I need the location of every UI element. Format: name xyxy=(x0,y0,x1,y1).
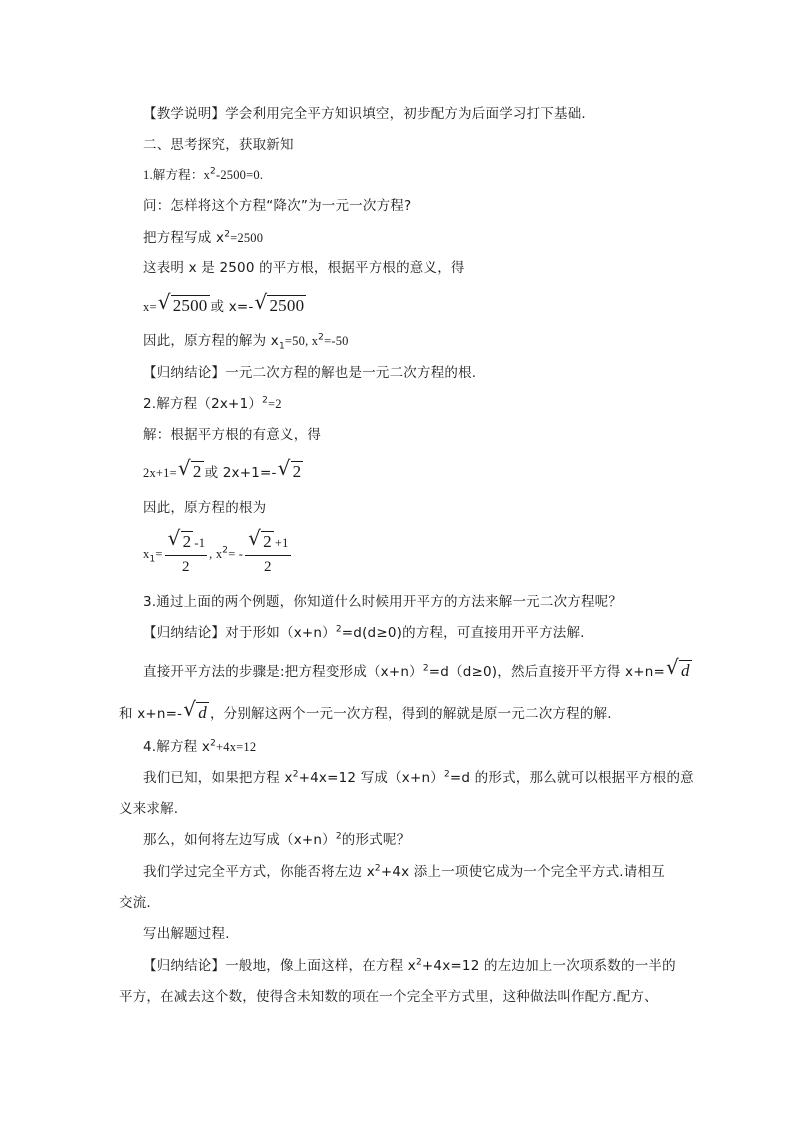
fraction-roots-line: $x_1=$ √ 2 -1 2 , $x^2=$ - √ 2 +1 2 xyxy=(143,530,293,578)
problem-1: 1.解方程：$x^2-2500=0$. xyxy=(143,166,264,182)
solution-intro: 解：根据平方根的有意义，得 xyxy=(143,427,322,443)
sqrt-solution-line: x= √ 2500 或 x=- √ 2500 xyxy=(143,290,305,315)
teaching-note-line: 【教学说明】学会利用完全平方知识填空，初步配方为后面学习打下基础. xyxy=(143,106,586,122)
fraction: √ 2 -1 2 xyxy=(165,531,208,578)
conclusion-3: 【归纳结论】一般地，像上面这样，在方程 $x^2+4x=12$ 的左边加上一次项系数的一半的 xyxy=(143,957,676,974)
paragraph-line: 交流. xyxy=(119,895,151,911)
paragraph-line: 义来求解. xyxy=(119,801,179,817)
conclusion-2: 【归纳结论】对于形如$(x+n)^2=d(d\ge 0)$的方程，可直接用开平方法解. xyxy=(143,624,585,641)
sqrt-symbol: √ d xyxy=(183,697,207,722)
sqrt-symbol: √ 2 xyxy=(277,456,302,481)
paragraph-line: 写出解题过程. xyxy=(143,926,230,942)
rewrite-line: 把方程写成 $x^2=2500$ xyxy=(143,229,264,246)
method-steps-line-1: 直接开平方法的步骤是:把方程变形成$(x+n)^2=d(d\ge 0)$，然后直接开平方得 x+n= √ d xyxy=(143,655,690,680)
question-line: 问：怎样将这个方程“降次”为一元一次方程? xyxy=(143,198,412,214)
paragraph-line: 那么，如何将左边写成$(x+n)^2$的形式呢？ xyxy=(143,831,411,848)
problem-3: 3.通过上面的两个例题，你知道什么时候用开平方的方法来解一元二次方程呢？ xyxy=(143,594,623,610)
problem-4: 4.解方程 $x^2+4x=12$ xyxy=(143,738,257,755)
sqrt-symbol: √ 2500 xyxy=(157,290,208,315)
sqrt-symbol: √ 2500 xyxy=(254,290,305,315)
problem-2: 2.解方程$(2x+1)^2=2$ xyxy=(143,395,282,412)
sqrt-symbol: √ d xyxy=(666,655,690,680)
section-heading: 二、思考探究，获取新知 xyxy=(143,137,294,153)
fraction: √ 2 +1 2 xyxy=(245,531,290,578)
method-steps-line-2: 和 x+n=- √ d ，分别解这两个一元一次方程，得到的解就是原一元二次方程的解. xyxy=(119,697,612,722)
sqrt-symbol: √ 2 xyxy=(177,456,202,481)
conclusion-1: 【归纳结论】一元二次方程的解也是一元二次方程的根. xyxy=(143,365,477,381)
roots-intro: 因此，原方程的根为 xyxy=(143,500,267,516)
sqrt-solution-line-2: 2x+1= √ 2 或 2x+1=- √ 2 xyxy=(143,456,302,481)
paragraph-line: 我们已知，如果把方程 $x^2+4x=12$ 写成$(x+n)^2=d$ 的形式，那么就可以根据平方根的意 xyxy=(143,769,694,786)
solution-1-line: 因此，原方程的解为 $x_1=50$, $x^2=-50$ xyxy=(143,332,349,352)
paragraph-line: 我们学过完全平方式，你能否将左边 $x^2+4x$ 添上一项使它成为一个完全平方式.请相互 xyxy=(143,863,665,880)
paragraph-line: 平方，在减去这个数，使得含未知数的项在一个完全平方式里，这种做法叫作配方.配方、 xyxy=(119,989,658,1005)
explanation-line: 这表明 x 是 2500 的平方根，根据平方根的意义，得 xyxy=(143,260,465,276)
